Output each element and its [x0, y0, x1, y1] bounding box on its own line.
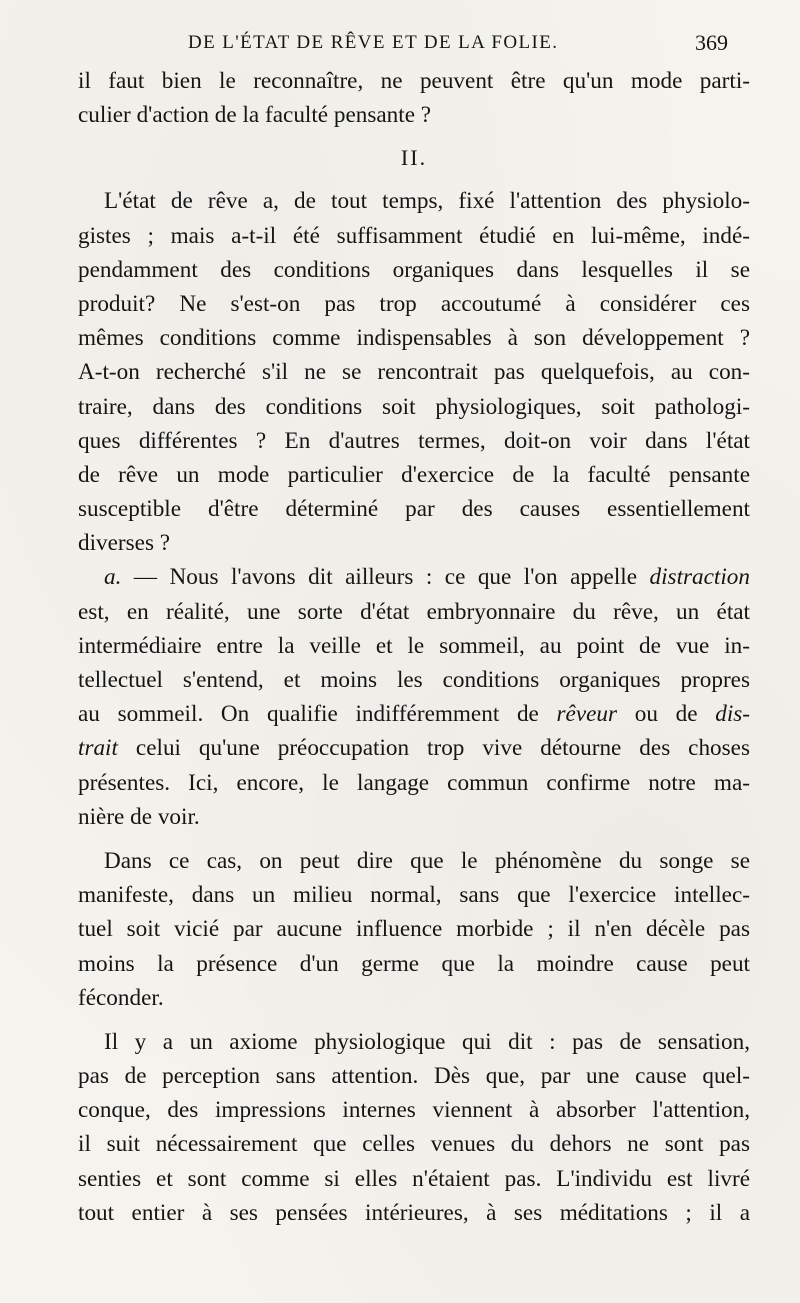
page-body: [78, 64, 750, 1230]
text-line: nière de voir.: [78, 803, 200, 830]
text-line: tout entier à ses pensées intérieures, à ses méditations ; il a: [78, 1199, 750, 1226]
italic-term: distraction: [649, 564, 750, 591]
section-heading: II.: [400, 145, 428, 171]
text-line: traire, dans des conditions soit physiologiques, soit pathologi-: [78, 393, 750, 420]
running-head: DE L'ÉTAT DE RÊVE ET DE LA FOLIE.: [188, 32, 559, 53]
text-line: gistes ; mais a-t-il été suffisamment étudié en lui-même, indé-: [78, 222, 750, 249]
text-line: il suit nécessairement que celles venues du dehors ne sont pas: [78, 1131, 750, 1158]
page-number: 369: [695, 30, 728, 55]
text-line: féconder.: [78, 984, 164, 1011]
text-line: ques différentes ? En d'autres termes, doit-on voir dans l'état: [78, 427, 750, 454]
text-line: [78, 731, 750, 765]
text-line: tellectuel s'entend, et moins les conditions organiques propres: [78, 667, 750, 693]
page-header: [78, 28, 728, 62]
italic-term: trait: [78, 735, 118, 762]
text-line: intermédiaire entre la veille et le sommeil, au point de vue in-: [78, 632, 750, 659]
text-line: A-t-on recherché s'il ne se rencontrait pas quelquefois, au con-: [78, 359, 750, 386]
text-line: [78, 560, 750, 594]
text-line: conque, des impressions internes viennent à absorber l'attention,: [78, 1097, 750, 1124]
paragraph-gap: [78, 834, 750, 844]
paragraph-gap: [78, 1015, 750, 1025]
text-run: ou de: [617, 701, 716, 728]
paragraph-axiome: [78, 1025, 750, 1230]
text-line: produit? Ne s'est-on pas trop accoutumé à considérer ces: [78, 290, 750, 317]
text-line: susceptible d'être déterminé par des causes essentiellement: [78, 496, 750, 523]
text-line: [78, 697, 750, 731]
text-line: moins la présence d'un germe que la moindre cause peut: [78, 950, 750, 977]
text-line: senties et sont comme si elles n'étaient pas. L'individu est livré: [78, 1165, 750, 1192]
text-line: il faut bien le reconnaître, ne peuvent être qu'un mode parti-: [78, 68, 750, 94]
italic-term: dis-: [715, 701, 750, 728]
paragraph-continuation: [78, 64, 750, 132]
text-line: Dans ce cas, on peut dire que le phénomène du songe se: [104, 847, 750, 874]
text-line: culier d'action de la faculté pensante ?: [78, 102, 432, 129]
text-line: manifeste, dans un milieu normal, sans que l'exercice intellec-: [78, 882, 750, 909]
text-line: pendamment des conditions organiques dans lesquelles il se: [78, 256, 750, 283]
text-run: celui qu'une préoccupation trop vive détourne des choses: [117, 735, 750, 762]
paragraph-distraction: [78, 560, 750, 834]
text-line: Il y a un axiome physiologique qui dit : pas de sensation,: [104, 1028, 750, 1055]
text-run: au sommeil. On qualifie indifféremment de: [78, 701, 557, 728]
text-line: diverses ?: [78, 530, 171, 557]
text-line: tuel soit vicié par aucune influence morbide ; il n'en décèle pas: [78, 916, 750, 943]
italic-term: rêveur: [556, 701, 618, 728]
text-line: pas de perception sans attention. Dès que, par une cause quel-: [78, 1063, 750, 1090]
item-letter: a.: [104, 564, 122, 591]
text-run: — Nous l'avons dit ailleurs : ce que l'on appelle: [121, 564, 650, 591]
text-line: est, en réalité, une sorte d'état embryonnaire du rêve, un état: [78, 598, 750, 625]
text-line: de rêve un mode particulier d'exercice de la faculté pensante: [78, 461, 750, 488]
text-line: présentes. Ici, encore, le langage commun confirme notre ma-: [78, 769, 750, 796]
paragraph-etat-de-reve: [78, 184, 750, 560]
text-line: L'état de rêve a, de tout temps, fixé l'attention des physiolo-: [104, 188, 750, 215]
paragraph-songe: [78, 844, 750, 1015]
text-line: mêmes conditions comme indispensables à son développement ?: [78, 325, 750, 352]
